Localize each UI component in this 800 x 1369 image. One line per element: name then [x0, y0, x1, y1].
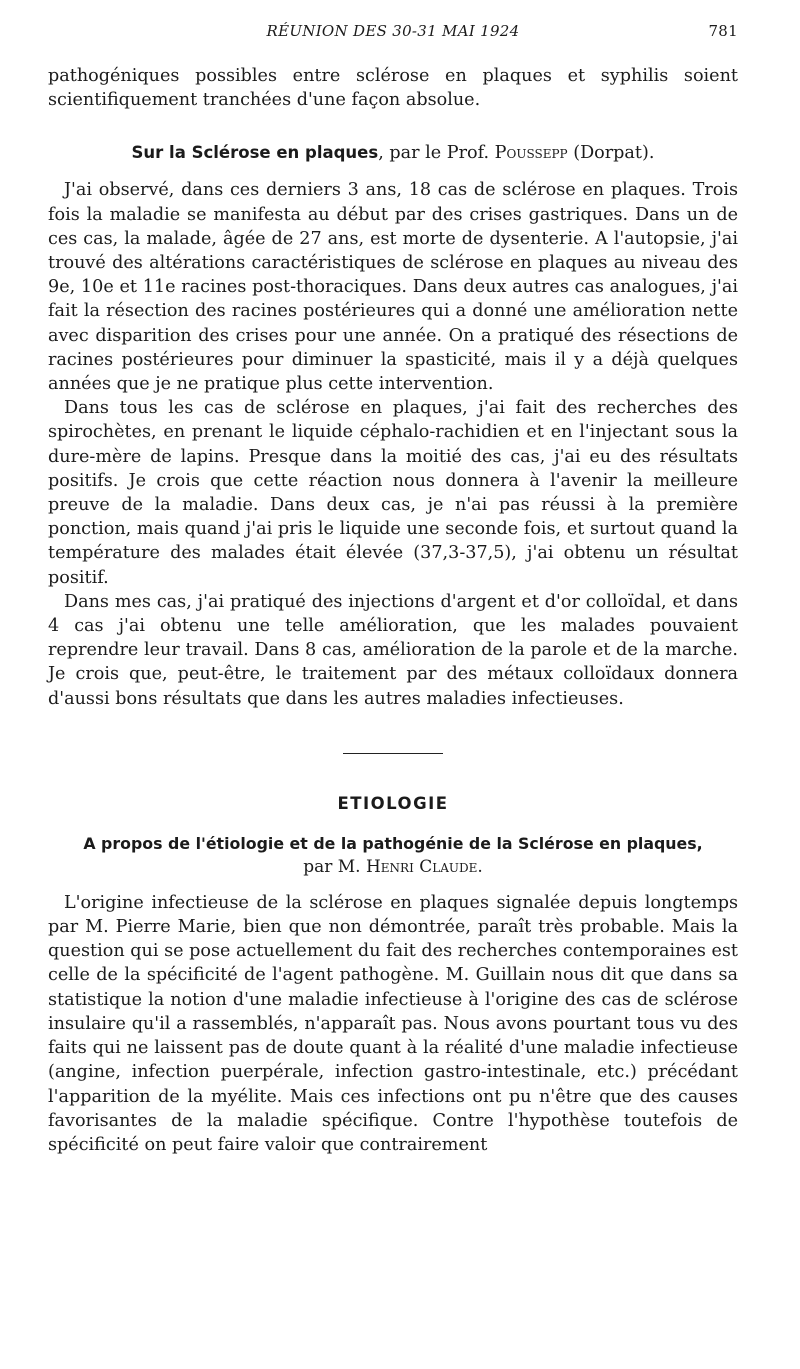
byline-author: Henri Claude	[365, 856, 478, 877]
running-head	[48, 22, 738, 46]
article-heading-poussepp	[48, 141, 738, 165]
article-heading-separator: , par le Prof.	[378, 143, 495, 164]
paragraph: Dans mes cas, j'ai pratiqué des injections d'argent et d'or colloïdal, et dans 4 cas j'ai obtenu une telle amélioration, que les malades pouvaient reprendre leur travail. Dans 8 cas, amélioration de la parole et de la marche. Je crois que, peut-être, le traitement par des métaux colloïdaux donnera d'aussi bons résultats que dans les autres maladies infectieuses.	[48, 591, 738, 709]
article-author: Poussepp	[494, 143, 568, 164]
byline-prefix: par M.	[303, 856, 366, 877]
byline-suffix: .	[477, 856, 483, 877]
paragraph: Dans tous les cas de sclérose en plaques, j'ai fait des recherches des spirochètes, en prenant le liquide céphalo-rachidien et en l'injectant sous la dure-mère de lapins. Presque dans la moitié des cas, j'ai eu des résultats positifs. Je crois que cette réaction nous donnera à l'avenir la meilleure preuve de la maladie. Dans deux cas, je n'ai pas réussi à la première ponction, mais quand j'ai pris le liquide une seconde fois, et surtout quand la température des malades était élevée (37,3-37,5), j'ai obtenu un résultat positif.	[48, 398, 738, 588]
section-heading: ETIOLOGIE	[337, 793, 449, 813]
running-head-title: RÉUNION DES 30-31 MAI 1924	[266, 22, 520, 40]
paragraph: J'ai observé, dans ces derniers 3 ans, 18 cas de sclérose en plaques. Trois fois la maladie se manifesta au début par des crises gastriques. Dans un de ces cas, la malade, âgée de 27 ans, est morte de dysenterie. A l'autopsie, j'ai trouvé des altérations caractéristiques de sclérose en plaques au niveau des 9e, 10e et 11e racines post-thoraciques. Dans deux autres cas analogues, j'ai fait la résection des racines postérieures qui a donné une amélioration nette avec disparition des crises pour une année. On a pratiqué des résections de racines postérieures pour diminuer la spasticité, mais il y a déjà quelques années que je ne pratique plus cette intervention.	[48, 180, 738, 395]
article-place: (Dorpat).	[567, 143, 655, 164]
article-title-claude: A propos de l'étiologie et de la pathogénie de la Sclérose en plaques,	[83, 833, 703, 853]
article-byline	[48, 855, 738, 879]
continued-paragraph: pathogéniques possibles entre sclérose en plaques et syphilis soient scientifiquement tranchées d'une façon absolue.	[48, 66, 738, 111]
article-title: Sur la Sclérose en plaques	[131, 143, 379, 163]
page-number: 781	[708, 22, 738, 40]
section-divider	[343, 753, 443, 754]
paragraph: L'origine infectieuse de la sclérose en plaques signalée depuis longtemps par M. Pierre Marie, bien que non démontrée, paraît très probable. Mais la question qui se pose actuellement du fait des recherches contemporaines est celle de la spécificité de l'agent pathogène. M. Guillain nous dit que dans sa statistique la notion d'une maladie infectieuse à l'origine des cas de sclérose insulaire qu'il a rassemblés, n'apparaît pas. Nous avons pourtant tous vu des faits qui ne laissent pas de doute quant à la réalité d'une maladie infectieuse (angine, infection puerpérale, infection gastro-intestinale, etc.) précédant l'apparition de la myélite. Mais ces infections ont pu n'être que des causes favorisantes de la maladie spécifique. Contre l'hypothèse toutefois de spécificité on peut faire valoir que contrairement	[48, 892, 738, 1155]
journal-page	[48, 0, 738, 1157]
